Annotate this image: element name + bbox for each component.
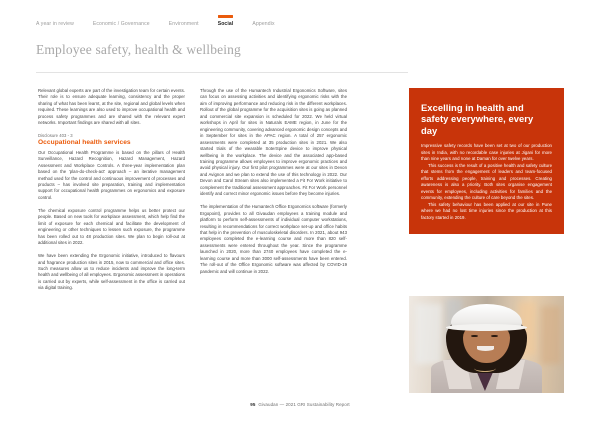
- person-necklace: [474, 364, 496, 372]
- photo-person: [409, 296, 564, 393]
- page-footer: [0, 402, 600, 407]
- column-middle: [200, 88, 347, 298]
- active-tab-marker: [218, 15, 234, 18]
- page-number: 95: [250, 402, 256, 407]
- feature-photo: [409, 296, 564, 393]
- footer-text: Givaudan — 2021 GRI Sustainability Report: [258, 402, 350, 407]
- nav-item-label: Appendix: [252, 21, 275, 27]
- paragraph: Our Occupational Health Programme is based on the pillars of Health Surveillance, Hazard Recognition, Hazard Management, Hazard Assessment and Workplace Controls. A three-year implementation plan based on the 'plan-do-check-act' approach – an iterative management method used for the control and continuous improvement of processes and products – has involved site preparation, training and implementation support for occupational health programmes on ergonomics and exposure control.: [38, 149, 185, 200]
- paragraph: Relevant global experts are part of the investigation team for certain events. Their role is to ensure adequate learning, consistency and the proper sharing of what has been learnt, at the site, regional and global levels when required. These learnings are also used to improve occupational health and process safety programmes and are shared with the relevant expert networks. Important findings are shared with all sites.: [38, 88, 185, 126]
- disclosure-label: Disclosure 403 - 3: [38, 133, 73, 139]
- nav-item-a-year-in-review[interactable]: [36, 21, 74, 28]
- feature-paragraph: Impressive safety records have been set at two of our production sites in India, with no recordable case injuries at Jigani for more than nine years and none at Daman for over twelve years.: [421, 143, 552, 162]
- nav-item-environment[interactable]: [169, 21, 199, 28]
- paragraph: Through the use of the Humantech Industrial Ergonomics Software, sites can focus on assessing activities and identifying ergonomic risks with the aim of improving performance and reducing risk in the different workplaces. Rollout of the global programme for the acquisition sites is going as planned and commercial site expansion is scheduled for 2022. We held virtual workshops in April for sites in Naturals EAME region, in June for the engineering community, covering advanced ergonomic design concepts and in September for sites in the APAC region. A total of 257 ergonomic assessments were completed at 35 production sites in 2021. We also started trials of the wearable SoterSpine device to improve physical wellbeing in the workplace. The device and the associated app-based training programme allows employees to improve ergonomic practices and avoid physical injury. Our first pilot programmes were at our sites in Devon and Avignon and we plan to extend the use of this technology in 2022. Our Devon and Carol Stream sites also implemented a Fit For Work initiative to complement the traditional assessment approaches. Fit For Work personnel identify and correct minor ergonomic issues before they become injuries.: [200, 88, 347, 197]
- nav-item-label: A year in review: [36, 21, 74, 27]
- paragraph: We have been extending the Ergonomic initiative, introduced to flavours and fragrance production sites in 2015, now to commercial and office sites. Such measures allow us to reduce incidents and improve the long-term health and wellbeing of all employees. Ergonomic assessment in operations is carried out by experts, while self-assessment in the office is carried out via digital training.: [38, 253, 185, 291]
- disclosure-heading: Occupational health services: [38, 139, 131, 147]
- paragraph: The chemical exposure control programme helps us better protect our people. Based on new tools for workplace assessment, which help find the limit of exposure for each chemical and facilitate the development of engineering or other techniques to lessen such exposure, the programme has been rolled out to 48 production sites. We plan to begin roll-out at additional sites in 2022.: [38, 207, 185, 246]
- feature-callout-panel: [409, 88, 564, 234]
- top-navigation[interactable]: [36, 21, 275, 28]
- feature-paragraph: This success is the result of a positive health and safety culture that stems from the engagement of leaders and team-focused efforts addressing people, training and processes. Creating awareness is also a priority. Both sites organise engagement events for employees, including activities for families and the community, extending the culture of care beyond the sites.: [421, 162, 552, 201]
- article-body: [38, 88, 348, 298]
- paragraph: The implementation of the Humantech Office Ergonomics software (formerly Ergopoint), provides to all Givaudan employees a training module and platform to perform self-assessments of individual computer workstations, resulting in recommendations for correct workplace set-up and office habits that help in the prevention of musculoskeletal disorders. In 2021, about 943 employees completed the e-learning course and more than 820 self-assessments were entered throughout the year. Since the programme launched in 2020, more than 2740 employees have completed the e-learning course and more than 3000 self-assessments have been entered. The roll-out of the Office Ergonomic software was affected by COVID-19 pandemic and will continue in 2022.: [200, 204, 347, 274]
- safety-helmet-brim: [446, 324, 527, 331]
- nav-item-label: Social: [217, 21, 234, 27]
- feature-heading: Excelling in health and safety everywhere, every day: [421, 102, 534, 136]
- title-divider: [36, 72, 408, 73]
- nav-item-economic-governance[interactable]: [93, 21, 150, 28]
- nav-item-label: Economic / Governance: [92, 21, 150, 27]
- column-left: [38, 88, 185, 298]
- nav-item-label: Environment: [168, 21, 199, 27]
- nav-item-social[interactable]: [218, 21, 234, 28]
- feature-paragraph: This safety behaviour has been applied at our site in Pune where we had no lost time injuries since the production at this factory started in 2019.: [421, 201, 552, 220]
- nav-item-appendix[interactable]: [252, 21, 274, 28]
- page-title: Employee safety, health & wellbeing: [36, 42, 241, 57]
- photo-background: [409, 296, 564, 393]
